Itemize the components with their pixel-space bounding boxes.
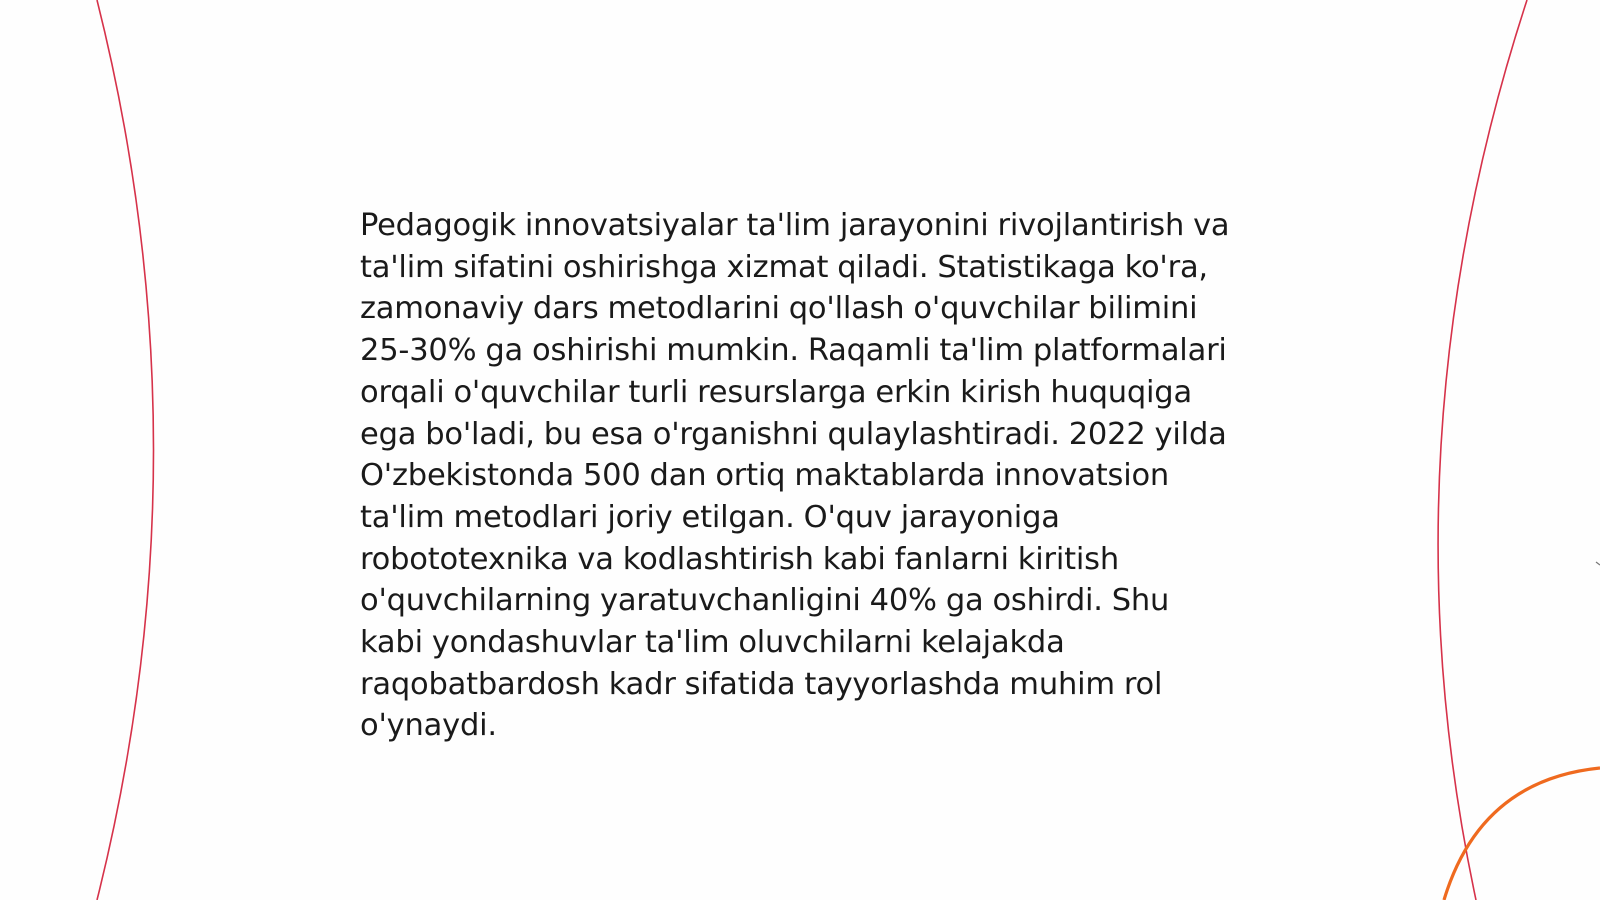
left-decorative-curve — [97, 0, 154, 900]
orange-corner-arc — [1444, 768, 1600, 900]
small-tick-mark — [1596, 562, 1600, 565]
body-paragraph: Pedagogik innovatsiyalar ta'lim jarayonini rivojlantirish va ta'lim sifatini oshirishga xizmat qiladi. Statistikaga ko'ra, zamonaviy dars metodlarini qo'llash o'quvchilar bilimini 25-30% ga oshirishi mumkin. Raqamli ta'lim platformalari orqali o'quvchilar turli resurslarga erkin kirish huquqiga ega bo'ladi, bu esa o'rganishni qulaylashtiradi. 2022 yilda O'zbekistonda 500 dan ortiq maktablarda innovatsion ta'lim metodlari joriy etilgan. O'quv jarayoniga robototexnika va kodlashtirish kabi fanlarni kiritish o'quvchilarning yaratuvchanligini 40% ga oshirdi. Shu kabi yondashuvlar ta'lim oluvchilarni kelajakda raqobatbardosh kadr sifatida tayyorlashda muhim rol o'ynaydi. — [360, 208, 1230, 744]
right-decorative-curve — [1438, 0, 1527, 900]
